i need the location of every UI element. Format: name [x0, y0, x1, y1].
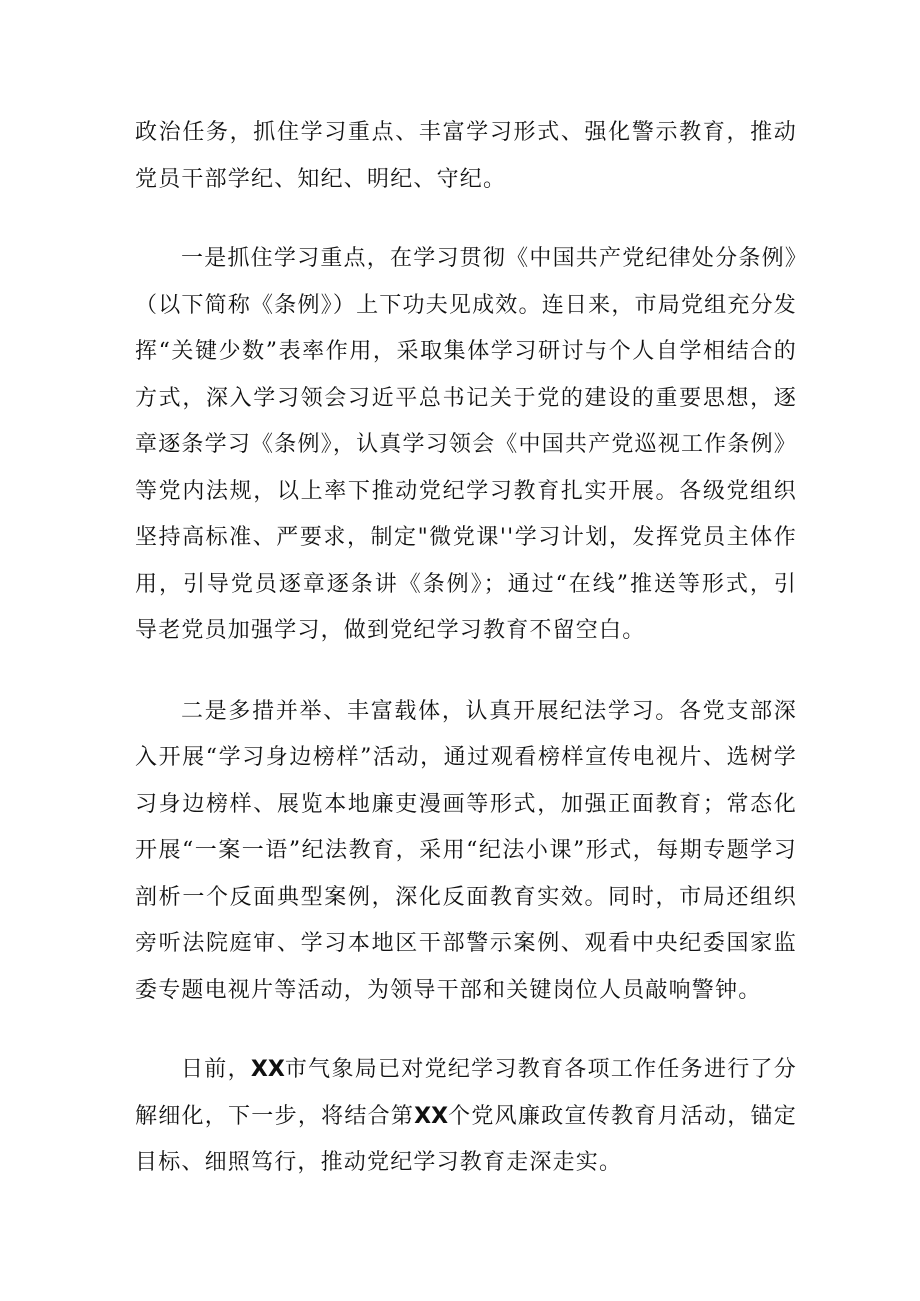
paragraph-continuation: 政治任务，抓住学习重点、丰富学习形式、强化警示教育，推动党员干部学纪、知纪、明纪、守纪。 [135, 120, 797, 192]
document-body [135, 110, 797, 1187]
placeholder-month-number: XX [414, 1103, 449, 1129]
paragraph-study-focus: 一是抓住学习重点，在学习贯彻《中国共产党纪律处分条例》（以下简称《条例》）上下功夫见成效。连日来，市局党组充分发挥“关键少数”表率作用，采取集体学习研讨与个人自学相结合的方式，深入学习领会习近平总书记关于党的建设的重要思想，逐章逐条学习《条例》，认真学习领会《中国共产党巡视工作条例》等党内法规，以上率下推动党纪学习教育扎实开展。各级党组织坚持高标准、严要求，制定"微党课''学习计划，发挥党员主体作用，引导党员逐章逐条讲《条例》；通过“在线”推送等形式，引导老党员加强学习，做到党纪学习教育不留空白。 [135, 246, 797, 643]
next-steps-part-e: 个党风廉政宣传教育月活动，锚定目标、细照笃行，推动党纪学习教育走深走实。 [135, 1103, 797, 1175]
paragraph-next-steps [135, 1047, 797, 1187]
placeholder-city-name: XX [250, 1057, 285, 1082]
next-steps-part-a: 日前， [181, 1057, 251, 1082]
paragraph-multiple-measures: 二是多措并举、丰富载体，认真开展纪法学习。各党支部深入开展“学习身边榜样”活动，通过观看榜样宣传电视片、选树学习身边榜样、展览本地廉吏漫画等形式，加强正面教育；常态化开展“一案一语”纪法教育，采用“纪法小课”形式，每期专题学习剖析一个反面典型案例，深化反面教育实效。同时，市局还组织旁听法院庭审、学习本地区干部警示案例、观看中央纪委国家监委专题电视片等活动，为领导干部和关键岗位人员敲响警钟。 [135, 698, 797, 1003]
next-steps-part-c: 市气象局已对党纪学习教育各项工作任务进行了分解细化，下一步，将结合第 [135, 1057, 797, 1129]
